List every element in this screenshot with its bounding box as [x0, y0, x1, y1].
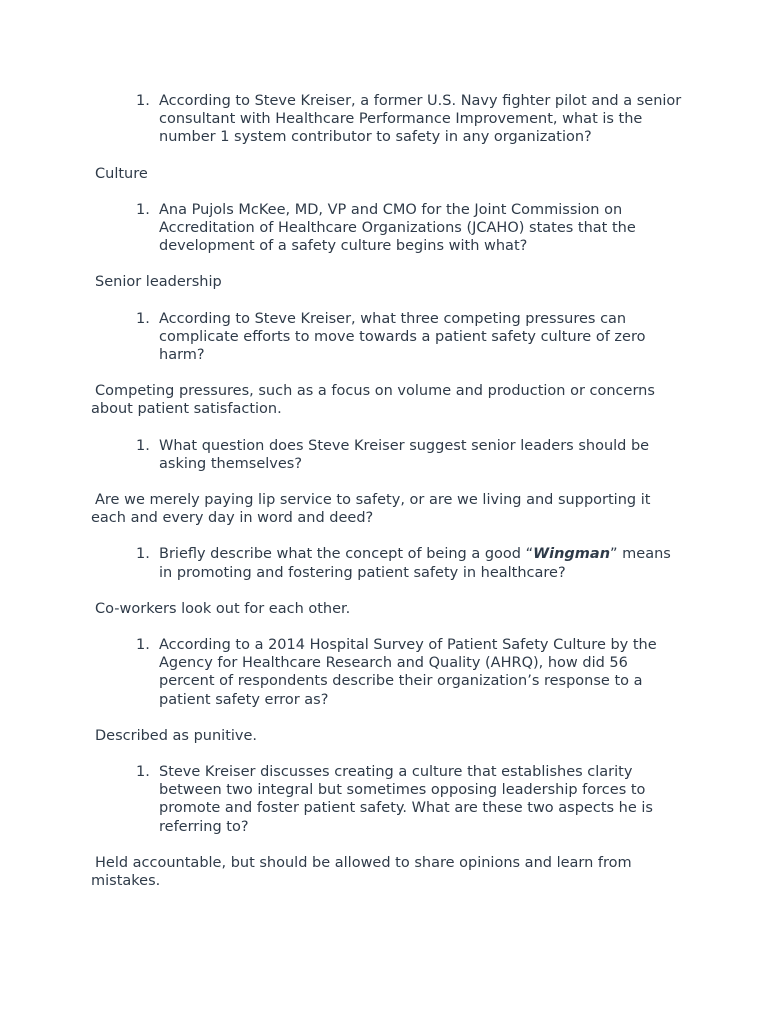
- question-number: 1.: [136, 637, 150, 654]
- answer-4: Are we merely paying lip service to safety, or are we living and supporting it each and every day in word and deed?: [91, 492, 651, 527]
- qa-item-4: [0, 437, 768, 528]
- question-number: 1.: [136, 546, 150, 563]
- question-text: Ana Pujols McKee, MD, VP and CMO for the Joint Commission on Accreditation of Healthcare Organizations (JCAHO) states that the development of a safety culture begins with what?: [159, 201, 636, 255]
- qa-item-3: [0, 310, 768, 419]
- qa-item-1: [0, 92, 768, 183]
- answer-1: Culture: [95, 165, 148, 182]
- qa-item-5: [0, 545, 768, 618]
- question-emphasis-wingman: Wingman: [533, 546, 611, 563]
- question-number: 1.: [136, 93, 150, 109]
- question-7: [136, 763, 684, 836]
- question-text: What question does Steve Kreiser suggest senior leaders should be asking themselves?: [159, 437, 650, 472]
- question-2: [136, 201, 684, 256]
- question-text: According to Steve Kreiser, a former U.S. Navy fighter pilot and a senior consultant with Healthcare Performance Improvement, what is the number 1 system contributor to safety in any organization?: [159, 93, 682, 146]
- question-4: [136, 437, 684, 473]
- qa-item-6: [0, 636, 768, 745]
- question-text: According to Steve Kreiser, what three competing pressures can complicate efforts to move towards a patient safety culture of zero harm?: [159, 310, 646, 364]
- question-text-before: Briefly describe what the concept of being a good “: [159, 546, 534, 563]
- qa-item-2: [0, 201, 768, 292]
- question-number: 1.: [136, 310, 150, 327]
- document-page: [0, 92, 768, 908]
- answer-3: Competing pressures, such as a focus on volume and production or concerns about patient satisfaction.: [91, 383, 655, 418]
- question-text-after: ” means in promoting and fostering patient safety in healthcare?: [159, 546, 671, 581]
- answer-6: Described as punitive.: [95, 727, 258, 744]
- answer-7: Held accountable, but should be allowed to share opinions and learn from mistakes.: [91, 854, 632, 890]
- question-1: [136, 92, 684, 147]
- answer-5: Co-workers look out for each other.: [95, 600, 351, 617]
- question-text: Steve Kreiser discusses creating a culture that establishes clarity between two integral but sometimes opposing leadership forces to promote and foster patient safety. What are these two aspects he is referring to?: [159, 764, 653, 835]
- question-5: [136, 545, 684, 581]
- question-number: 1.: [136, 764, 150, 781]
- answer-2: Senior leadership: [95, 274, 222, 291]
- question-number: 1.: [136, 437, 150, 454]
- qa-item-7: [0, 763, 768, 890]
- question-6: [136, 636, 684, 709]
- question-number: 1.: [136, 201, 150, 218]
- question-3: [136, 310, 684, 365]
- question-text: According to a 2014 Hospital Survey of Patient Safety Culture by the Agency for Healthcare Research and Quality (AHRQ), how did 56 percent of respondents describe their organization’s response to a patient safety error as?: [159, 637, 657, 708]
